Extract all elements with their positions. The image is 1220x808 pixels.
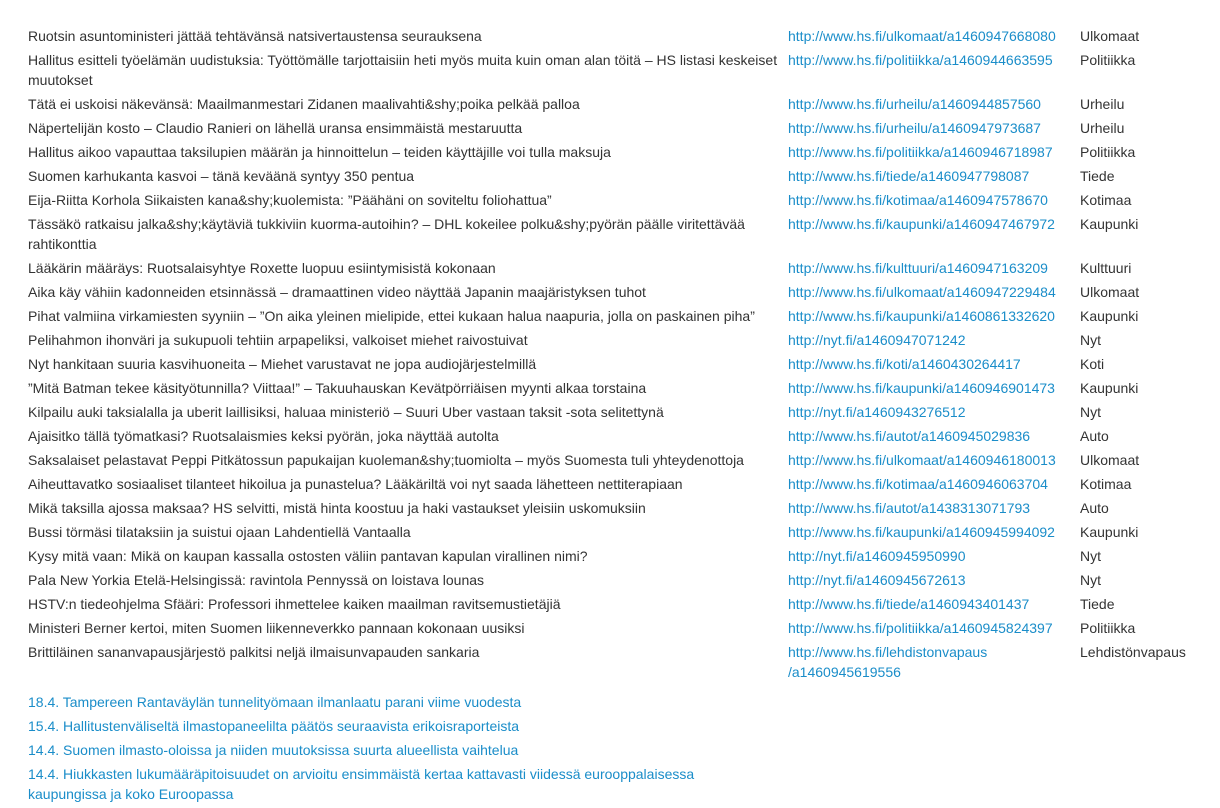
article-category: Kotimaa — [1080, 476, 1132, 492]
article-url-link[interactable]: http://www.hs.fi/politiikka/a1460946718987 — [788, 144, 1053, 160]
table-row — [28, 306, 1200, 330]
article-title: Aika käy vähiin kadonneiden etsinnässä – dramaattinen video näyttää Japanin maajäristyksen tuhot — [28, 284, 646, 300]
article-title: Saksalaiset pelastavat Peppi Pitkätossun papukaijan kuoleman&shy;tuomiolta – myös Suomesta tuli yhteydenottoja — [28, 452, 744, 468]
article-category: Urheilu — [1080, 96, 1125, 112]
article-category: Politiikka — [1080, 620, 1136, 636]
article-category: Nyt — [1080, 572, 1101, 588]
article-url-cell — [788, 642, 1080, 686]
article-title: HSTV:n tiedeohjelma Sfääri: Professori ihmettelee kaiken maailman ravitsemustietäjiä — [28, 596, 561, 612]
article-title: Ministeri Berner kertoi, miten Suomen liikenneverkko pannaan kokonaan uusiksi — [28, 620, 525, 636]
article-category: Kotimaa — [1080, 192, 1132, 208]
article-url-cell — [788, 402, 1080, 426]
article-url-link[interactable]: http://nyt.fi/a1460945950990 — [788, 548, 966, 564]
article-category: Koti — [1080, 356, 1105, 372]
article-url-cell — [788, 190, 1080, 214]
table-row — [28, 594, 1200, 618]
table-row — [28, 642, 1200, 686]
article-url-cell — [788, 214, 1080, 258]
article-category: Auto — [1080, 500, 1109, 516]
article-url-link[interactable]: http://www.hs.fi/ulkomaat/a1460946180013 — [788, 452, 1056, 468]
article-category: Nyt — [1080, 404, 1101, 420]
article-title: Näpertelijän kosto – Claudio Ranieri on lähellä uransa ensimmäistä mestaruutta — [28, 120, 523, 136]
article-category: Kaupunki — [1080, 308, 1139, 324]
article-category: Tiede — [1080, 168, 1115, 184]
table-row — [28, 190, 1200, 214]
table-row — [28, 426, 1200, 450]
article-category: Politiikka — [1080, 52, 1136, 68]
table-row — [28, 546, 1200, 570]
article-url-cell — [788, 474, 1080, 498]
article-url-link[interactable]: http://nyt.fi/a1460947071242 — [788, 332, 966, 348]
article-category: Kaupunki — [1080, 524, 1139, 540]
article-url-link[interactable]: http://www.hs.fi/tiede/a1460947798087 — [788, 168, 1030, 184]
table-row — [28, 26, 1200, 50]
table-row — [28, 118, 1200, 142]
table-row — [28, 354, 1200, 378]
table-row — [28, 498, 1200, 522]
article-url-cell — [788, 450, 1080, 474]
news-link[interactable]: 15.4. Hallitustenväliseltä ilmastopaneelilta päätös seuraavista erikoisraporteista — [28, 718, 520, 734]
article-title: Tässäkö ratkaisu jalka&shy;käytäviä tukkiviin kuorma-autoihin? – DHL kokeilee polku&shy;pyörän päälle viritettävää rahtikonttia — [28, 216, 745, 252]
article-title: Eija-Riitta Korhola Siikaisten kana&shy;kuolemista: ”Päähäni on soviteltu foliohattua” — [28, 192, 552, 208]
article-category: Nyt — [1080, 332, 1101, 348]
article-title: Tätä ei uskoisi näkevänsä: Maailmanmestari Zidanen maalivahti&shy;poika pelkää palloa — [28, 96, 580, 112]
article-url-link[interactable]: http://www.hs.fi/lehdistonvapaus /a1460945619556 — [788, 644, 988, 680]
article-title: Aiheuttavatko sosiaaliset tilanteet hikoilua ja punastelua? Lääkäriltä voi nyt saada lähetteen nettiterapiaan — [28, 476, 683, 492]
table-row — [28, 166, 1200, 190]
table-row — [28, 378, 1200, 402]
article-url-cell — [788, 282, 1080, 306]
article-url-link[interactable]: http://www.hs.fi/kaupunki/a1460945994092 — [788, 524, 1055, 540]
table-row — [28, 618, 1200, 642]
article-url-cell — [788, 94, 1080, 118]
article-category: Ulkomaat — [1080, 452, 1140, 468]
article-category: Nyt — [1080, 548, 1101, 564]
article-url-link[interactable]: http://www.hs.fi/urheilu/a1460944857560 — [788, 96, 1041, 112]
article-url-link[interactable]: http://www.hs.fi/autot/a1460945029836 — [788, 428, 1031, 444]
article-url-cell — [788, 378, 1080, 402]
table-row — [28, 282, 1200, 306]
table-row — [28, 94, 1200, 118]
news-link[interactable]: 14.4. Suomen ilmasto-oloissa ja niiden muutoksissa suurta alueellista vaihtelua — [28, 742, 519, 758]
table-row — [28, 474, 1200, 498]
table-row — [28, 402, 1200, 426]
article-url-link[interactable]: http://www.hs.fi/urheilu/a1460947973687 — [788, 120, 1041, 136]
article-url-cell — [788, 142, 1080, 166]
article-category: Auto — [1080, 428, 1109, 444]
article-category: Kaupunki — [1080, 216, 1139, 232]
article-url-cell — [788, 118, 1080, 142]
article-url-link[interactable]: http://www.hs.fi/kaupunki/a1460861332620 — [788, 308, 1055, 324]
article-url-link[interactable]: http://nyt.fi/a1460945672613 — [788, 572, 966, 588]
article-category: Lehdistönvapaus — [1080, 644, 1186, 660]
article-url-link[interactable]: http://www.hs.fi/koti/a1460430264417 — [788, 356, 1021, 372]
news-link[interactable]: 14.4. Hiukkasten lukumääräpitoisuudet on arvioitu ensimmäistä kertaa kattavasti viidessä eurooppalaisessa kaupungissa ja koko Euroopassa — [28, 766, 695, 802]
article-title: Pelihahmon ihonväri ja sukupuoli tehtiin arpapeliksi, valkoiset miehet raivostuivat — [28, 332, 528, 348]
article-url-cell — [788, 498, 1080, 522]
article-category: Kaupunki — [1080, 380, 1139, 396]
article-category: Kulttuuri — [1080, 260, 1132, 276]
article-url-cell — [788, 570, 1080, 594]
article-url-link[interactable]: http://www.hs.fi/politiikka/a1460944663595 — [788, 52, 1053, 68]
article-url-cell — [788, 594, 1080, 618]
article-url-cell — [788, 330, 1080, 354]
article-title: Ajaisitko tällä työmatkasi? Ruotsalaismies keksi pyörän, joka näyttää autolta — [28, 428, 499, 444]
article-url-link[interactable]: http://www.hs.fi/ulkomaat/a1460947229484 — [788, 284, 1056, 300]
article-url-link[interactable]: http://www.hs.fi/autot/a1438313071793 — [788, 500, 1031, 516]
article-title: Bussi törmäsi tilataksiin ja suistui ojaan Lahdentiellä Vantaalla — [28, 524, 411, 540]
article-url-cell — [788, 166, 1080, 190]
article-url-cell — [788, 426, 1080, 450]
article-url-link[interactable]: http://www.hs.fi/kotimaa/a1460947578670 — [788, 192, 1048, 208]
table-row — [28, 50, 1200, 94]
news-link[interactable]: 18.4. Tampereen Rantaväylän tunnelityömaan ilmanlaatu parani viime vuodesta — [28, 694, 522, 710]
article-url-link[interactable]: http://www.hs.fi/kotimaa/a1460946063704 — [788, 476, 1048, 492]
article-url-cell — [788, 354, 1080, 378]
table-row — [28, 258, 1200, 282]
article-url-link[interactable]: http://www.hs.fi/kaupunki/a1460946901473 — [788, 380, 1055, 396]
article-category: Urheilu — [1080, 120, 1125, 136]
article-title: Kysy mitä vaan: Mikä on kaupan kassalla ostosten väliin pantavan kapulan virallinen nimi? — [28, 548, 588, 564]
article-title: ”Mitä Batman tekee käsityötunnilla? Viittaa!” – Takuuhauskan Kevätpörriäisen myynti alkaa torstaina — [28, 380, 647, 396]
table-row — [28, 570, 1200, 594]
article-title: Hallitus aikoo vapauttaa taksilupien määrän ja hinnoittelun – teiden käyttäjille voi tulla maksuja — [28, 144, 611, 160]
article-title: Kilpailu auki taksialalla ja uberit laillisiksi, haluaa ministeriö – Suuri Uber vastaan taksit -sota selitettynä — [28, 404, 664, 420]
article-url-link[interactable]: http://www.hs.fi/tiede/a1460943401437 — [788, 596, 1030, 612]
table-row — [28, 142, 1200, 166]
table-row — [28, 214, 1200, 258]
article-url-cell — [788, 306, 1080, 330]
article-url-link[interactable]: http://www.hs.fi/politiikka/a1460945824397 — [788, 620, 1053, 636]
article-url-cell — [788, 258, 1080, 282]
table-row — [28, 450, 1200, 474]
article-url-link[interactable]: http://www.hs.fi/ulkomaat/a1460947668080 — [788, 28, 1056, 44]
bottom-link-list — [28, 692, 1208, 804]
news-table-body — [28, 26, 1200, 686]
article-url-cell — [788, 618, 1080, 642]
article-title: Ruotsin asuntoministeri jättää tehtävänsä natsivertaustensa seurauksena — [28, 28, 482, 44]
article-title: Mikä taksilla ajossa maksaa? HS selvitti, mistä hinta koostuu ja haki vastaukset yleisiin uskomuksiin — [28, 500, 646, 516]
article-category: Tiede — [1080, 596, 1115, 612]
article-url-cell — [788, 50, 1080, 94]
content-area — [28, 26, 1208, 808]
article-title: Hallitus esitteli työelämän uudistuksia: Työttömälle tarjottaisiin heti myös muita kuin oman alan töitä – HS listasi keskeiset muutokset — [28, 52, 778, 88]
article-title: Pihat valmiina virkamiesten syyniin – ”On aika yleinen mielipide, ettei kukaan halua naapuria, jolla on paskainen piha” — [28, 308, 755, 324]
article-title: Suomen karhukanta kasvoi – tänä keväänä syntyy 350 pentua — [28, 168, 415, 184]
table-row — [28, 330, 1200, 354]
article-url-cell — [788, 26, 1080, 50]
table-row — [28, 522, 1200, 546]
article-category: Politiikka — [1080, 144, 1136, 160]
article-title: Pala New Yorkia Etelä-Helsingissä: ravintola Pennyssä on loistava lounas — [28, 572, 485, 588]
article-title: Nyt hankitaan suuria kasvihuoneita – Miehet varustavat ne jopa audiojärjestelmillä — [28, 356, 537, 372]
article-url-link[interactable]: http://www.hs.fi/kaupunki/a1460947467972 — [788, 216, 1055, 232]
article-category: Ulkomaat — [1080, 28, 1140, 44]
article-url-cell — [788, 546, 1080, 570]
article-url-link[interactable]: http://nyt.fi/a1460943276512 — [788, 404, 966, 420]
article-url-link[interactable]: http://www.hs.fi/kulttuuri/a1460947163209 — [788, 260, 1048, 276]
article-title: Brittiläinen sananvapausjärjestö palkitsi neljä ilmaisunvapauden sankaria — [28, 644, 480, 660]
article-title: Lääkärin määräys: Ruotsalaisyhtye Roxette luopuu esiintymisistä kokonaan — [28, 260, 496, 276]
article-url-cell — [788, 522, 1080, 546]
news-table — [28, 26, 1200, 686]
article-category: Ulkomaat — [1080, 284, 1140, 300]
